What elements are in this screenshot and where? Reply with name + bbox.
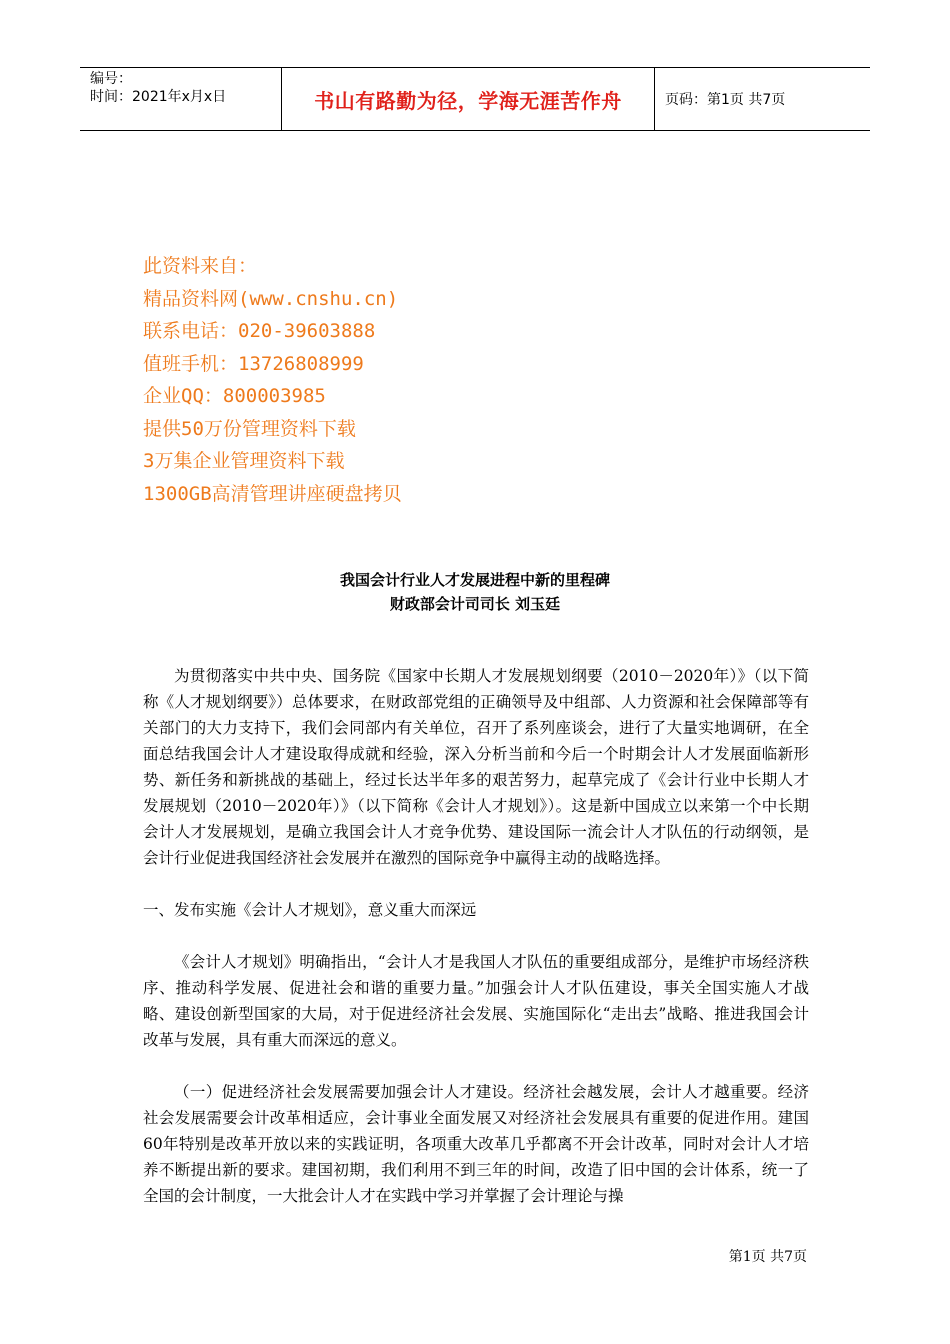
header-left-cell bbox=[80, 68, 282, 130]
promo-line: 精品资料网(www.cnshu.cn) bbox=[143, 287, 399, 310]
promo-line: 提供50万份管理资料下载 bbox=[143, 417, 356, 440]
promo-line: 联系电话：020-39603888 bbox=[143, 320, 376, 342]
promo-line: 此资料来自： bbox=[143, 255, 258, 277]
promo-line: 3万集企业管理资料下载 bbox=[143, 450, 345, 472]
paragraph: （一）促进经济社会发展需要加强会计人才建设。经济社会越发展，会计人才越重要。经济社会发展需要会计改革相适应，会计事业全面发展又对经济社会发展具有重要的促进作用。建国60年特别是改革开放以来的实践证明，各项重大改革几乎都离不开会计改革，同时对会计人才培养不断提出新的要求。建国初期，我们利用不到三年的时间，改造了旧中国的会计体系，统一了全国的会计制度，一大批会计人才在实践中学习并掌握了会计理论与操 bbox=[143, 1083, 809, 1205]
header-motto: 书山有路勤为径，学海无涯苦作舟 bbox=[282, 68, 655, 130]
promo-line: 值班手机：13726808999 bbox=[143, 352, 364, 375]
header-page-code: 页码：第1页 共7页 bbox=[665, 92, 786, 108]
article-body bbox=[143, 663, 809, 1209]
section-heading: 一、发布实施《会计人才规划》，意义重大而深远 bbox=[143, 901, 477, 919]
promo-block bbox=[143, 250, 643, 510]
article-title: 我国会计行业人才发展进程中新的里程碑 bbox=[339, 571, 610, 589]
paragraph: 《会计人才规划》明确指出，“会计人才是我国人才队伍的重要组成部分，是维护市场经济秩序、推动科学发展、促进社会和谐的重要力量。”加强会计人才队伍建设，事关全国实施人才战略、建设创新型国家的大局，对于促进经济社会发展、实施国际化“走出去”战略、推进我国会计改革与发展，具有重大而深远的意义。 bbox=[143, 953, 809, 1049]
time-label: 时间：2021年x月x日 bbox=[90, 89, 227, 105]
promo-line: 企业QQ：800003985 bbox=[143, 385, 326, 407]
page-footer: 第1页 共7页 bbox=[728, 1249, 807, 1265]
promo-line: 1300GB高清管理讲座硬盘拷贝 bbox=[143, 482, 402, 505]
article-title-block bbox=[0, 568, 950, 616]
page-header bbox=[80, 67, 870, 131]
article-author: 财政部会计司司长 刘玉廷 bbox=[389, 595, 561, 613]
number-label: 编号： bbox=[90, 71, 132, 87]
paragraph: 为贯彻落实中共中央、国务院《国家中长期人才发展规划纲要（2010－2020年）》（以下简称《人才规划纲要》）总体要求，在财政部党组的正确领导及中组部、人力资源和社会保障部等有关部门的大力支持下，我们会同部内有关单位，召开了系列座谈会，进行了大量实地调研，在全面总结我国会计人才建设取得成就和经验，深入分析当前和今后一个时期会计人才发展面临新形势、新任务和新挑战的基础上，经过长达半年多的艰苦努力，起草完成了《会计行业中长期人才发展规划（2010－2020年）》（以下简称《会计人才规划》）。这是新中国成立以来第一个中长期会计人才发展规划，是确立我国会计人才竞争优势、建设国际一流会计人才队伍的行动纲领，是会计行业促进我国经济社会发展并在激烈的国际竞争中赢得主动的战略选择。 bbox=[143, 667, 809, 867]
